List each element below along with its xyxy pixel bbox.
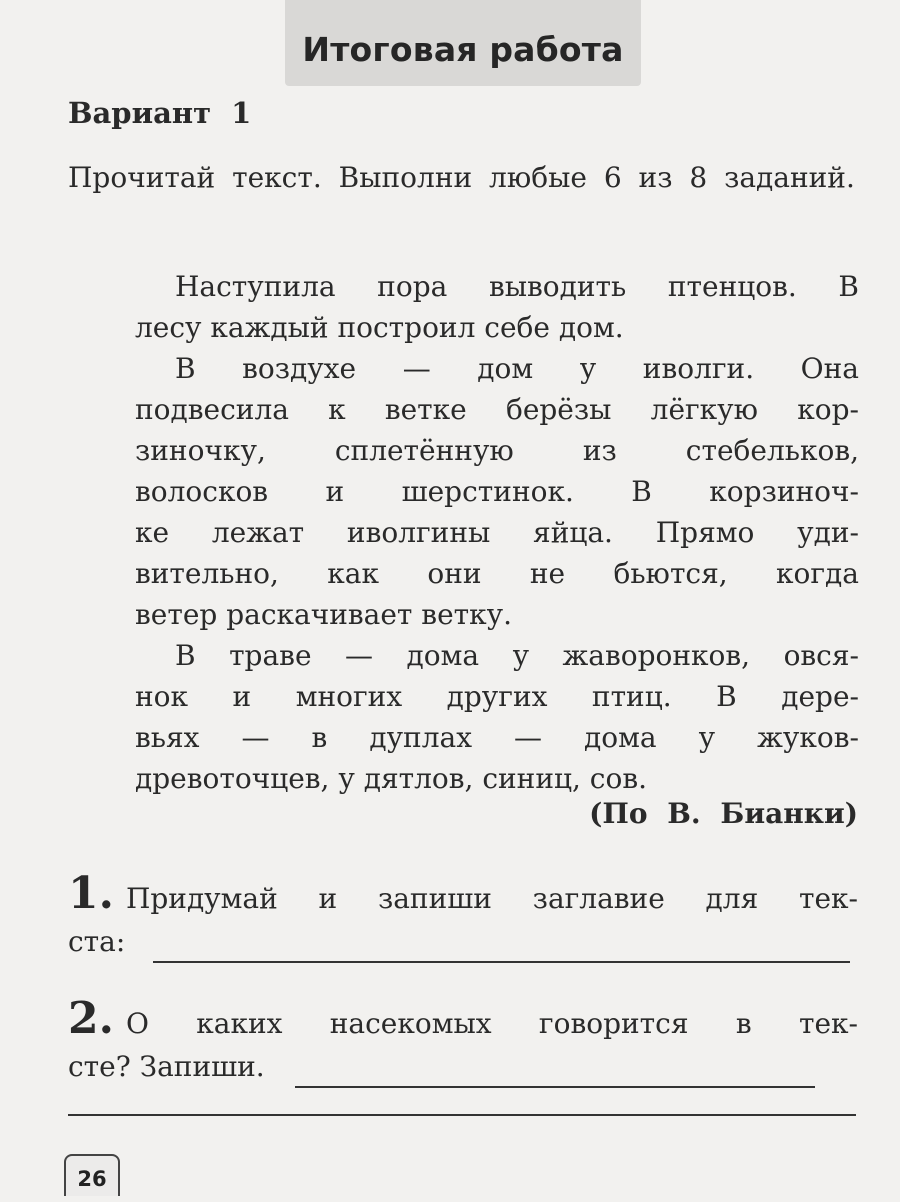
instructions-text: Прочитай текст. Выполни любые 6 из 8 заданий. — [68, 161, 855, 194]
task-2-text-cont: сте? Запиши. — [68, 1050, 265, 1083]
story-line: ке лежат иволгины яйца. Прямо уди- — [135, 516, 859, 549]
story-text — [135, 266, 859, 799]
task-1-line-2 — [68, 920, 858, 963]
task-1-text-cont: ста: — [68, 925, 126, 958]
story-line: подвесила к ветке берёзы лёгкую кор- — [135, 393, 859, 426]
story-line: В траве — дома у жаворонков, овся- — [175, 639, 859, 672]
story-line: нок и многих других птиц. В дере- — [135, 680, 859, 713]
task-1 — [68, 868, 858, 963]
page-number: 26 — [64, 1154, 120, 1196]
story-line: вьях — в дуплах — дома у жуков- — [135, 721, 859, 754]
task-2-line-2 — [68, 1045, 858, 1088]
page-title: Итоговая работа — [302, 30, 624, 69]
task-1-line-1 — [68, 868, 858, 920]
story-line: древоточцев, у дятлов, синиц, сов. — [135, 762, 648, 795]
task-2-line-1 — [68, 993, 858, 1045]
task-1-text: Придумай и запиши заглавие для тек- — [125, 882, 858, 915]
story-line: ветер раскачивает ветку. — [135, 598, 513, 631]
story-line: волосков и шерстинок. В корзиноч- — [135, 475, 859, 508]
story-line: Наступила пора выводить птенцов. В — [175, 270, 859, 303]
task-1-answer-line[interactable] — [153, 931, 850, 963]
task-1-number: 1. — [68, 868, 114, 919]
task-2-number: 2. — [68, 993, 114, 1044]
task-2 — [68, 993, 858, 1088]
story-line: лесу каждый построил себе дом. — [135, 311, 624, 344]
task-2-answer-line-full[interactable] — [68, 1114, 856, 1116]
story-line: В воздухе — дом у иволги. Она — [175, 352, 859, 385]
story-attribution: (По В. Бианки) — [589, 797, 858, 830]
task-2-answer-line[interactable] — [295, 1056, 815, 1088]
task-2-text: О каких насекомых говорится в тек- — [125, 1007, 858, 1040]
story-line: вительно, как они не бьются, когда — [135, 557, 859, 590]
variant-heading: Вариант 1 — [68, 96, 252, 130]
story-line: зиночку, сплетённую из стебельков, — [135, 434, 859, 467]
